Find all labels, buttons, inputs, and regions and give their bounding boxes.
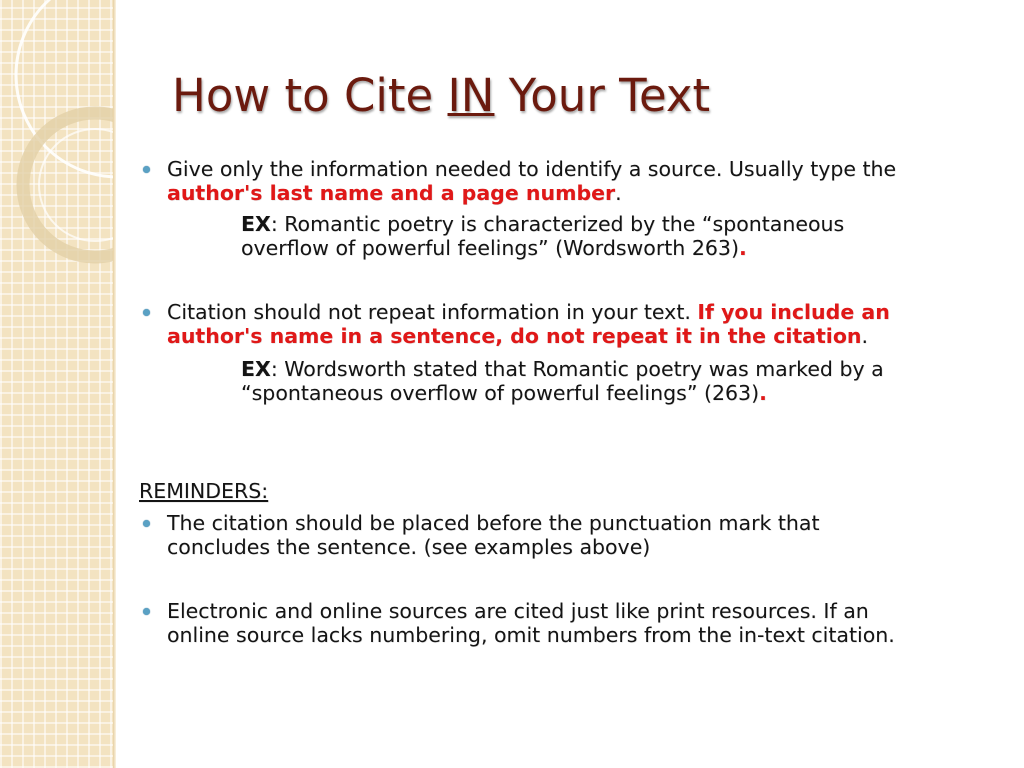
bullet2-line1: Citation should not repeat information in your text. If you include an xyxy=(167,300,890,324)
bullet2-line2: author's name in a sentence, do not repeat it in the citation. xyxy=(167,324,869,348)
bullet2-example-line2: “spontaneous overflow of powerful feelings” (263). xyxy=(241,381,767,405)
bullet4-line2: online source lacks numbering, omit numbers from the in-text citation. xyxy=(167,623,895,647)
bullet2-example-line1: EX: Wordsworth stated that Romantic poetry was marked by a xyxy=(241,357,884,381)
bullet1-example-line1: EX: Romantic poetry is characterized by the “spontaneous xyxy=(241,212,845,236)
bullet-icon xyxy=(143,309,150,316)
bullet1-line1: Give only the information needed to identify a source. Usually type the xyxy=(167,157,897,181)
sidebar-edge xyxy=(113,0,116,768)
bullet3-line1: The citation should be placed before the punctuation mark that xyxy=(167,511,820,535)
bullet-icon xyxy=(143,608,150,615)
bullet-icon xyxy=(143,166,150,173)
bullet4-line1: Electronic and online sources are cited just like print resources. If an xyxy=(167,599,869,623)
bullet1-line2: author's last name and a page number. xyxy=(167,181,622,205)
bullet1-example-line2: overflow of powerful feelings” (Wordsworth 263). xyxy=(241,236,747,260)
slide-title: How to Cite IN Your Text xyxy=(172,69,711,122)
bullet3-line2: concludes the sentence. (see examples above) xyxy=(167,535,651,559)
bullet-icon xyxy=(143,520,150,527)
decorative-sidebar xyxy=(0,0,113,768)
reminders-heading: REMINDERS: xyxy=(139,479,269,503)
decorative-circles xyxy=(0,0,113,768)
title-emphasis: IN xyxy=(447,69,495,122)
